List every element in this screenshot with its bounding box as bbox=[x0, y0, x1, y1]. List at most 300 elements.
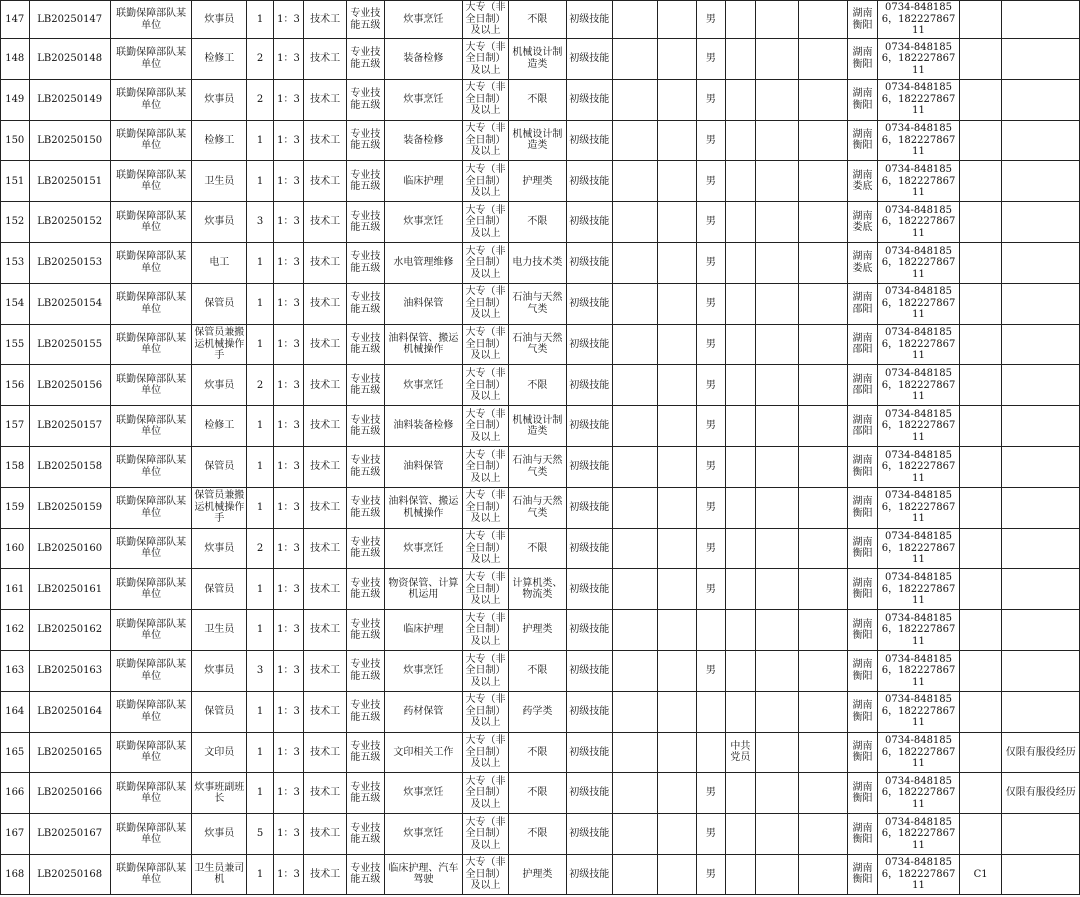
political-status-cell bbox=[725, 487, 756, 528]
post-level-cell: 专业技能五级 bbox=[347, 854, 385, 894]
specialty-cell: 炊事烹饪 bbox=[384, 202, 462, 243]
table-row bbox=[1, 814, 1080, 855]
position-code-cell: LB20250148 bbox=[29, 39, 110, 80]
extra-col-d-cell bbox=[798, 854, 847, 894]
license-cell bbox=[959, 79, 1002, 120]
political-status-cell bbox=[725, 242, 756, 283]
post-level-cell: 专业技能五级 bbox=[347, 814, 385, 855]
extra-col-b-cell bbox=[658, 854, 697, 894]
license-cell bbox=[959, 242, 1002, 283]
specialty-cell: 临床护理 bbox=[384, 161, 462, 202]
extra-col-d-cell bbox=[798, 650, 847, 691]
extra-col-b-cell bbox=[658, 814, 697, 855]
exam-ratio-cell: 1：3 bbox=[273, 39, 304, 80]
extra-col-d-cell bbox=[798, 569, 847, 610]
education-cell: 大专（非全日制）及以上 bbox=[463, 691, 509, 732]
post-type-cell: 技术工 bbox=[304, 283, 347, 324]
post-type-cell: 技术工 bbox=[304, 1, 347, 39]
extra-col-a-cell bbox=[612, 161, 658, 202]
unit-name-cell: 联勤保障部队某单位 bbox=[110, 324, 191, 365]
qualification-cell: 初级技能 bbox=[566, 202, 612, 243]
specialty-cell: 文印相关工作 bbox=[384, 732, 462, 773]
remarks-cell bbox=[1002, 161, 1080, 202]
license-cell: C1 bbox=[959, 854, 1002, 894]
position-code-cell: LB20250161 bbox=[29, 569, 110, 610]
post-level-cell: 专业技能五级 bbox=[347, 650, 385, 691]
license-cell bbox=[959, 161, 1002, 202]
position-code-cell: LB20250156 bbox=[29, 365, 110, 406]
extra-col-c-cell bbox=[756, 610, 799, 651]
recruit-count-cell: 2 bbox=[247, 79, 273, 120]
remarks-cell bbox=[1002, 814, 1080, 855]
gender-cell bbox=[697, 691, 726, 732]
post-level-cell: 专业技能五级 bbox=[347, 487, 385, 528]
contact-phone-cell: 0734-8481856，18222786711 bbox=[878, 528, 959, 569]
post-type-cell: 技术工 bbox=[304, 569, 347, 610]
extra-col-b-cell bbox=[658, 242, 697, 283]
recruit-count-cell: 5 bbox=[247, 814, 273, 855]
recruit-count-cell: 1 bbox=[247, 732, 273, 773]
education-cell: 大专（非全日制）及以上 bbox=[463, 854, 509, 894]
gender-cell: 男 bbox=[697, 365, 726, 406]
major-cell: 石油与天然气类 bbox=[508, 324, 566, 365]
post-name-cell: 电工 bbox=[192, 242, 247, 283]
education-cell: 大专（非全日制）及以上 bbox=[463, 446, 509, 487]
unit-name-cell: 联勤保障部队某单位 bbox=[110, 120, 191, 161]
contact-phone-cell: 0734-8481856，18222786711 bbox=[878, 732, 959, 773]
license-cell bbox=[959, 569, 1002, 610]
location-cell: 湖南衡阳 bbox=[847, 610, 878, 651]
location-cell: 湖南衡阳 bbox=[847, 446, 878, 487]
major-cell: 不限 bbox=[508, 732, 566, 773]
position-code-cell: LB20250151 bbox=[29, 161, 110, 202]
post-type-cell: 技术工 bbox=[304, 446, 347, 487]
post-level-cell: 专业技能五级 bbox=[347, 528, 385, 569]
position-code-cell: LB20250153 bbox=[29, 242, 110, 283]
major-cell: 石油与天然气类 bbox=[508, 283, 566, 324]
gender-cell: 男 bbox=[697, 79, 726, 120]
exam-ratio-cell: 1：3 bbox=[273, 691, 304, 732]
exam-ratio-cell: 1：3 bbox=[273, 487, 304, 528]
license-cell bbox=[959, 120, 1002, 161]
gender-cell: 男 bbox=[697, 242, 726, 283]
major-cell: 机械设计制造类 bbox=[508, 406, 566, 447]
table-row bbox=[1, 732, 1080, 773]
location-cell: 湖南衡阳 bbox=[847, 650, 878, 691]
exam-ratio-cell: 1：3 bbox=[273, 79, 304, 120]
extra-col-d-cell bbox=[798, 324, 847, 365]
unit-name-cell: 联勤保障部队某单位 bbox=[110, 773, 191, 814]
row-number-cell: 151 bbox=[1, 161, 30, 202]
contact-phone-cell: 0734-8481856，18222786711 bbox=[878, 446, 959, 487]
post-name-cell: 检修工 bbox=[192, 39, 247, 80]
extra-col-b-cell bbox=[658, 324, 697, 365]
gender-cell: 男 bbox=[697, 324, 726, 365]
gender-cell: 男 bbox=[697, 202, 726, 243]
extra-col-c-cell bbox=[756, 732, 799, 773]
license-cell bbox=[959, 446, 1002, 487]
exam-ratio-cell: 1：3 bbox=[273, 773, 304, 814]
row-number-cell: 163 bbox=[1, 650, 30, 691]
exam-ratio-cell: 1：3 bbox=[273, 161, 304, 202]
post-name-cell: 检修工 bbox=[192, 120, 247, 161]
specialty-cell: 炊事烹饪 bbox=[384, 773, 462, 814]
location-cell: 湖南邵阳 bbox=[847, 365, 878, 406]
contact-phone-cell: 0734-8481856，18222786711 bbox=[878, 120, 959, 161]
post-type-cell: 技术工 bbox=[304, 120, 347, 161]
qualification-cell: 初级技能 bbox=[566, 365, 612, 406]
extra-col-b-cell bbox=[658, 650, 697, 691]
extra-col-b-cell bbox=[658, 283, 697, 324]
position-code-cell: LB20250165 bbox=[29, 732, 110, 773]
row-number-cell: 161 bbox=[1, 569, 30, 610]
table-body bbox=[1, 1, 1080, 895]
location-cell: 湖南娄底 bbox=[847, 202, 878, 243]
extra-col-a-cell bbox=[612, 242, 658, 283]
row-number-cell: 157 bbox=[1, 406, 30, 447]
specialty-cell: 油料保管、搬运机械操作 bbox=[384, 487, 462, 528]
table-row bbox=[1, 610, 1080, 651]
political-status-cell bbox=[725, 283, 756, 324]
recruit-count-cell: 1 bbox=[247, 283, 273, 324]
position-code-cell: LB20250154 bbox=[29, 283, 110, 324]
education-cell: 大专（非全日制）及以上 bbox=[463, 773, 509, 814]
post-name-cell: 炊事员 bbox=[192, 528, 247, 569]
extra-col-b-cell bbox=[658, 528, 697, 569]
specialty-cell: 油料保管 bbox=[384, 446, 462, 487]
row-number-cell: 149 bbox=[1, 79, 30, 120]
contact-phone-cell: 0734-8481856，18222786711 bbox=[878, 854, 959, 894]
post-name-cell: 检修工 bbox=[192, 406, 247, 447]
education-cell: 大专（非全日制）及以上 bbox=[463, 79, 509, 120]
row-number-cell: 154 bbox=[1, 283, 30, 324]
position-code-cell: LB20250158 bbox=[29, 446, 110, 487]
remarks-cell bbox=[1002, 446, 1080, 487]
recruit-count-cell: 2 bbox=[247, 39, 273, 80]
row-number-cell: 166 bbox=[1, 773, 30, 814]
major-cell: 护理类 bbox=[508, 610, 566, 651]
remarks-cell bbox=[1002, 324, 1080, 365]
education-cell: 大专（非全日制）及以上 bbox=[463, 406, 509, 447]
recruit-count-cell: 1 bbox=[247, 120, 273, 161]
contact-phone-cell: 0734-8481856，18222786711 bbox=[878, 610, 959, 651]
political-status-cell bbox=[725, 365, 756, 406]
row-number-cell: 159 bbox=[1, 487, 30, 528]
table-row bbox=[1, 487, 1080, 528]
post-name-cell: 炊事员 bbox=[192, 365, 247, 406]
unit-name-cell: 联勤保障部队某单位 bbox=[110, 528, 191, 569]
remarks-cell bbox=[1002, 854, 1080, 894]
education-cell: 大专（非全日制）及以上 bbox=[463, 242, 509, 283]
major-cell: 不限 bbox=[508, 202, 566, 243]
position-code-cell: LB20250168 bbox=[29, 854, 110, 894]
contact-phone-cell: 0734-8481856，18222786711 bbox=[878, 365, 959, 406]
extra-col-a-cell bbox=[612, 446, 658, 487]
extra-col-a-cell bbox=[612, 202, 658, 243]
gender-cell: 男 bbox=[697, 1, 726, 39]
remarks-cell bbox=[1002, 569, 1080, 610]
contact-phone-cell: 0734-8481856，18222786711 bbox=[878, 202, 959, 243]
post-type-cell: 技术工 bbox=[304, 487, 347, 528]
position-code-cell: LB20250164 bbox=[29, 691, 110, 732]
extra-col-b-cell bbox=[658, 365, 697, 406]
political-status-cell: 中共党员 bbox=[725, 732, 756, 773]
post-name-cell: 保管员 bbox=[192, 446, 247, 487]
license-cell bbox=[959, 610, 1002, 651]
row-number-cell: 152 bbox=[1, 202, 30, 243]
row-number-cell: 158 bbox=[1, 446, 30, 487]
extra-col-b-cell bbox=[658, 1, 697, 39]
education-cell: 大专（非全日制）及以上 bbox=[463, 569, 509, 610]
remarks-cell bbox=[1002, 610, 1080, 651]
political-status-cell bbox=[725, 446, 756, 487]
extra-col-d-cell bbox=[798, 39, 847, 80]
extra-col-c-cell bbox=[756, 854, 799, 894]
recruit-count-cell: 1 bbox=[247, 487, 273, 528]
row-number-cell: 164 bbox=[1, 691, 30, 732]
post-level-cell: 专业技能五级 bbox=[347, 39, 385, 80]
extra-col-a-cell bbox=[612, 120, 658, 161]
location-cell: 湖南衡阳 bbox=[847, 814, 878, 855]
qualification-cell: 初级技能 bbox=[566, 79, 612, 120]
post-type-cell: 技术工 bbox=[304, 528, 347, 569]
recruit-count-cell: 1 bbox=[247, 610, 273, 651]
extra-col-a-cell bbox=[612, 732, 658, 773]
exam-ratio-cell: 1：3 bbox=[273, 650, 304, 691]
remarks-cell bbox=[1002, 242, 1080, 283]
extra-col-c-cell bbox=[756, 283, 799, 324]
post-type-cell: 技术工 bbox=[304, 161, 347, 202]
license-cell bbox=[959, 487, 1002, 528]
remarks-cell bbox=[1002, 528, 1080, 569]
license-cell bbox=[959, 365, 1002, 406]
position-code-cell: LB20250160 bbox=[29, 528, 110, 569]
table-row bbox=[1, 365, 1080, 406]
license-cell bbox=[959, 202, 1002, 243]
table-row bbox=[1, 39, 1080, 80]
remarks-cell bbox=[1002, 39, 1080, 80]
license-cell bbox=[959, 39, 1002, 80]
major-cell: 石油与天然气类 bbox=[508, 487, 566, 528]
extra-col-c-cell bbox=[756, 324, 799, 365]
contact-phone-cell: 0734-8481856，18222786711 bbox=[878, 1, 959, 39]
location-cell: 湖南娄底 bbox=[847, 242, 878, 283]
remarks-cell bbox=[1002, 650, 1080, 691]
post-name-cell: 炊事员 bbox=[192, 814, 247, 855]
specialty-cell: 炊事烹饪 bbox=[384, 365, 462, 406]
exam-ratio-cell: 1：3 bbox=[273, 610, 304, 651]
gender-cell: 男 bbox=[697, 120, 726, 161]
unit-name-cell: 联勤保障部队某单位 bbox=[110, 610, 191, 651]
post-level-cell: 专业技能五级 bbox=[347, 120, 385, 161]
post-name-cell: 炊事员 bbox=[192, 79, 247, 120]
gender-cell: 男 bbox=[697, 650, 726, 691]
specialty-cell: 炊事烹饪 bbox=[384, 79, 462, 120]
contact-phone-cell: 0734-8481856，18222786711 bbox=[878, 650, 959, 691]
qualification-cell: 初级技能 bbox=[566, 814, 612, 855]
license-cell bbox=[959, 528, 1002, 569]
location-cell: 湖南衡阳 bbox=[847, 569, 878, 610]
extra-col-a-cell bbox=[612, 854, 658, 894]
post-type-cell: 技术工 bbox=[304, 365, 347, 406]
qualification-cell: 初级技能 bbox=[566, 161, 612, 202]
extra-col-d-cell bbox=[798, 691, 847, 732]
education-cell: 大专（非全日制）及以上 bbox=[463, 528, 509, 569]
extra-col-c-cell bbox=[756, 773, 799, 814]
education-cell: 大专（非全日制）及以上 bbox=[463, 610, 509, 651]
qualification-cell: 初级技能 bbox=[566, 569, 612, 610]
qualification-cell: 初级技能 bbox=[566, 39, 612, 80]
license-cell bbox=[959, 1, 1002, 39]
remarks-cell bbox=[1002, 487, 1080, 528]
location-cell: 湖南邵阳 bbox=[847, 406, 878, 447]
major-cell: 不限 bbox=[508, 1, 566, 39]
contact-phone-cell: 0734-8481856，18222786711 bbox=[878, 242, 959, 283]
extra-col-a-cell bbox=[612, 814, 658, 855]
major-cell: 不限 bbox=[508, 814, 566, 855]
post-level-cell: 专业技能五级 bbox=[347, 79, 385, 120]
extra-col-d-cell bbox=[798, 242, 847, 283]
post-type-cell: 技术工 bbox=[304, 79, 347, 120]
unit-name-cell: 联勤保障部队某单位 bbox=[110, 406, 191, 447]
extra-col-c-cell bbox=[756, 202, 799, 243]
remarks-cell bbox=[1002, 1, 1080, 39]
qualification-cell: 初级技能 bbox=[566, 242, 612, 283]
gender-cell: 男 bbox=[697, 446, 726, 487]
specialty-cell: 炊事烹饪 bbox=[384, 528, 462, 569]
political-status-cell bbox=[725, 773, 756, 814]
political-status-cell bbox=[725, 406, 756, 447]
post-type-cell: 技术工 bbox=[304, 202, 347, 243]
row-number-cell: 168 bbox=[1, 854, 30, 894]
table-row bbox=[1, 242, 1080, 283]
license-cell bbox=[959, 773, 1002, 814]
table-row bbox=[1, 446, 1080, 487]
extra-col-b-cell bbox=[658, 406, 697, 447]
specialty-cell: 物资保管、计算机运用 bbox=[384, 569, 462, 610]
qualification-cell: 初级技能 bbox=[566, 773, 612, 814]
location-cell: 湖南衡阳 bbox=[847, 732, 878, 773]
extra-col-d-cell bbox=[798, 120, 847, 161]
major-cell: 不限 bbox=[508, 773, 566, 814]
specialty-cell: 炊事烹饪 bbox=[384, 1, 462, 39]
location-cell: 湖南衡阳 bbox=[847, 120, 878, 161]
gender-cell: 男 bbox=[697, 569, 726, 610]
post-type-cell: 技术工 bbox=[304, 610, 347, 651]
extra-col-c-cell bbox=[756, 1, 799, 39]
post-name-cell: 炊事员 bbox=[192, 202, 247, 243]
extra-col-d-cell bbox=[798, 79, 847, 120]
post-name-cell: 卫生员 bbox=[192, 161, 247, 202]
extra-col-b-cell bbox=[658, 79, 697, 120]
post-level-cell: 专业技能五级 bbox=[347, 732, 385, 773]
political-status-cell bbox=[725, 1, 756, 39]
post-type-cell: 技术工 bbox=[304, 406, 347, 447]
unit-name-cell: 联勤保障部队某单位 bbox=[110, 569, 191, 610]
remarks-cell bbox=[1002, 120, 1080, 161]
position-code-cell: LB20250163 bbox=[29, 650, 110, 691]
recruit-count-cell: 1 bbox=[247, 324, 273, 365]
extra-col-c-cell bbox=[756, 650, 799, 691]
education-cell: 大专（非全日制）及以上 bbox=[463, 324, 509, 365]
recruit-count-cell: 1 bbox=[247, 1, 273, 39]
recruit-count-cell: 3 bbox=[247, 650, 273, 691]
position-code-cell: LB20250147 bbox=[29, 1, 110, 39]
exam-ratio-cell: 1：3 bbox=[273, 569, 304, 610]
row-number-cell: 156 bbox=[1, 365, 30, 406]
post-type-cell: 技术工 bbox=[304, 814, 347, 855]
education-cell: 大专（非全日制）及以上 bbox=[463, 283, 509, 324]
unit-name-cell: 联勤保障部队某单位 bbox=[110, 79, 191, 120]
location-cell: 湖南衡阳 bbox=[847, 854, 878, 894]
post-level-cell: 专业技能五级 bbox=[347, 773, 385, 814]
specialty-cell: 炊事烹饪 bbox=[384, 814, 462, 855]
political-status-cell bbox=[725, 161, 756, 202]
unit-name-cell: 联勤保障部队某单位 bbox=[110, 854, 191, 894]
contact-phone-cell: 0734-8481856，18222786711 bbox=[878, 79, 959, 120]
row-number-cell: 153 bbox=[1, 242, 30, 283]
gender-cell bbox=[697, 732, 726, 773]
gender-cell: 男 bbox=[697, 161, 726, 202]
unit-name-cell: 联勤保障部队某单位 bbox=[110, 487, 191, 528]
extra-col-c-cell bbox=[756, 39, 799, 80]
position-code-cell: LB20250167 bbox=[29, 814, 110, 855]
major-cell: 护理类 bbox=[508, 854, 566, 894]
contact-phone-cell: 0734-8481856，18222786711 bbox=[878, 161, 959, 202]
post-level-cell: 专业技能五级 bbox=[347, 1, 385, 39]
location-cell: 湖南娄底 bbox=[847, 161, 878, 202]
political-status-cell bbox=[725, 814, 756, 855]
extra-col-b-cell bbox=[658, 39, 697, 80]
post-level-cell: 专业技能五级 bbox=[347, 406, 385, 447]
license-cell bbox=[959, 814, 1002, 855]
education-cell: 大专（非全日制）及以上 bbox=[463, 365, 509, 406]
extra-col-c-cell bbox=[756, 528, 799, 569]
post-type-cell: 技术工 bbox=[304, 732, 347, 773]
table-row bbox=[1, 773, 1080, 814]
position-code-cell: LB20250166 bbox=[29, 773, 110, 814]
table-row bbox=[1, 528, 1080, 569]
extra-col-d-cell bbox=[798, 283, 847, 324]
location-cell: 湖南邵阳 bbox=[847, 324, 878, 365]
exam-ratio-cell: 1：3 bbox=[273, 528, 304, 569]
extra-col-c-cell bbox=[756, 569, 799, 610]
post-name-cell: 文印员 bbox=[192, 732, 247, 773]
unit-name-cell: 联勤保障部队某单位 bbox=[110, 446, 191, 487]
extra-col-b-cell bbox=[658, 691, 697, 732]
location-cell: 湖南衡阳 bbox=[847, 39, 878, 80]
remarks-cell bbox=[1002, 406, 1080, 447]
extra-col-b-cell bbox=[658, 773, 697, 814]
post-level-cell: 专业技能五级 bbox=[347, 324, 385, 365]
post-type-cell: 技术工 bbox=[304, 773, 347, 814]
major-cell: 药学类 bbox=[508, 691, 566, 732]
gender-cell: 男 bbox=[697, 39, 726, 80]
exam-ratio-cell: 1：3 bbox=[273, 1, 304, 39]
remarks-cell bbox=[1002, 79, 1080, 120]
extra-col-b-cell bbox=[658, 161, 697, 202]
major-cell: 机械设计制造类 bbox=[508, 120, 566, 161]
political-status-cell bbox=[725, 610, 756, 651]
education-cell: 大专（非全日制）及以上 bbox=[463, 487, 509, 528]
qualification-cell: 初级技能 bbox=[566, 120, 612, 161]
education-cell: 大专（非全日制）及以上 bbox=[463, 39, 509, 80]
recruit-count-cell: 2 bbox=[247, 365, 273, 406]
license-cell bbox=[959, 406, 1002, 447]
gender-cell: 男 bbox=[697, 283, 726, 324]
exam-ratio-cell: 1：3 bbox=[273, 242, 304, 283]
extra-col-c-cell bbox=[756, 242, 799, 283]
